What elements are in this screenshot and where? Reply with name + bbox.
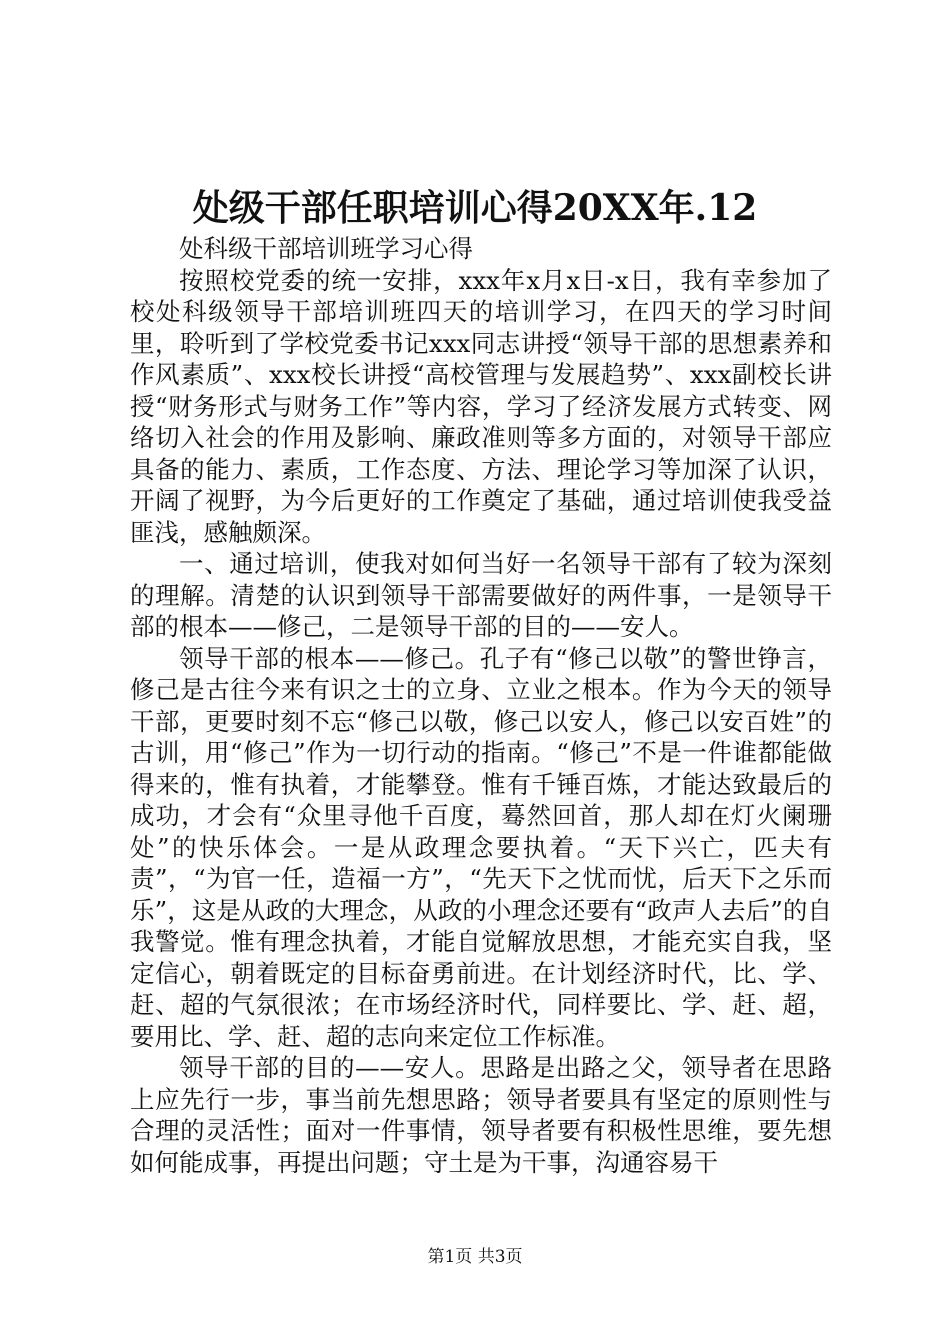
document-title: 处级干部任职培训心得20XX年.12 — [192, 187, 758, 229]
paragraph-self-cultivation: 领导干部的根本——修己。孔子有“修己以敬”的警世铮言，修己是古往今来有识之士的立身、立业之根本。作为今天的领导干部，更要时刻不忘“修己以敬，修己以安人，修己以安百姓”的古训，用“修己”作为一切行动的指南。“修己”不是一件谁都能做得来的，惟有执着，才能攀登。惟有千锤百炼，才能达致最后的成功，才会有“众里寻他千百度，蓦然回首，那人却在灯火阑珊处”的快乐体会。一是从政理念要执着。“天下兴亡，匹夫有责”，“为官一任，造福一方”，“先天下之忧而忧，后天下之乐而乐”，这是从政的大理念，从政的小理念还要有“政声人去后”的自我警觉。惟有理念执着，才能自觉解放思想，才能充实自我，坚定信心，朝着既定的目标奋勇前进。在计划经济时代，比、学、赶、超的气氛很浓；在市场经济时代，同样要比、学、赶、超，要用比、学、赶、超的志向来定位工作标准。 — [130, 643, 832, 1051]
document-subtitle: 处科级干部培训班学习心得 — [179, 234, 473, 263]
page-number-footer: 第1页 共3页 — [427, 1247, 523, 1267]
paragraph-section-one: 一、通过培训，使我对如何当好一名领导干部有了较为深刻的理解。清楚的认识到领导干部需要做好的两件事，一是领导干部的根本——修己，二是领导干部的目的——安人。 — [130, 549, 832, 641]
paragraph-intro: 按照校党委的统一安排，xxx年x月x日-x日，我有幸参加了校处科级领导干部培训班四天的培训学习，在四天的学习时间里，聆听到了学校党委书记xxx同志讲授“领导干部的思想素养和作风素质”、xxx校长讲授“高校管理与发展趋势”、xxx副校长讲授“财务形式与财务工作”等内容，学习了经济发展方式转变、网络切入社会的作用及影响、廉政准则等多方面的，对领导干部应具备的能力、素质，工作态度、方法、理论学习等加深了认识，开阔了视野，为今后更好的工作奠定了基础，通过培训使我受益匪浅，感触颇深。 — [130, 265, 832, 547]
paragraph-settle-people: 领导干部的目的——安人。思路是出路之父，领导者在思路上应先行一步，事当前先想思路；领导者要具有坚定的原则性与合理的灵活性；面对一件事情，领导者要有积极性思维，要先想如何能成事，再提出问题；守土是为干事，沟通容易干 — [130, 1053, 832, 1177]
document-body — [130, 233, 832, 1178]
